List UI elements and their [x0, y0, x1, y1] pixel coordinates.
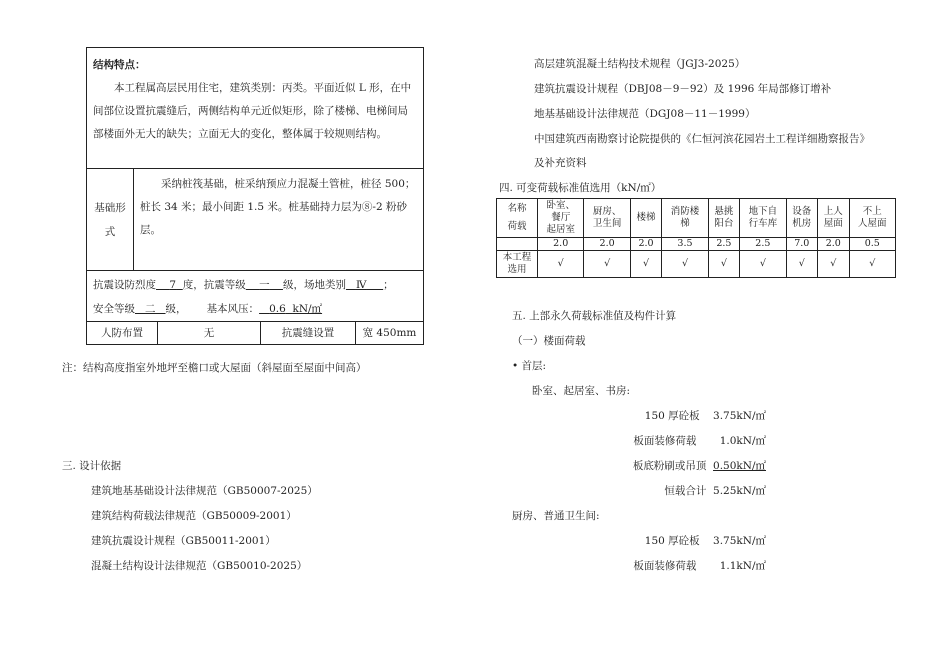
civil-defense-label: 人防布置 [87, 322, 158, 344]
check-mark: √ [662, 251, 708, 278]
features-text: 本工程属高层民用住宅，建筑类别：丙类。平面近似 L 形，在中间部位设置抗震缝后，两侧结构单元近似矩形，除了楼梯、电梯间局部楼面外无大的缺失；立面无大的变化，整体属于较规则结构。 [93, 82, 412, 140]
use-label: 本工程 选用 [497, 251, 538, 278]
header-corner: 名称 荷载 [497, 199, 538, 238]
reference-item: 地基基础设计法律规范（DGJ08－11－1999） [534, 108, 756, 120]
load-total-line: 恒载合计 5.25kN/㎡ [664, 485, 766, 497]
col-header: 设备 机房 [786, 199, 817, 238]
load-line: 板面装修荷载 1.1kN/㎡ [633, 560, 766, 572]
seismic-line-1 [93, 273, 417, 297]
safety-value: 二 [145, 303, 156, 315]
load-line: 150 厚砼板 3.75kN/㎡ [644, 410, 766, 422]
group2-title: 厨房、普通卫生间: [512, 510, 600, 522]
col-header: 上人 屋面 [818, 199, 849, 238]
live-load-table [496, 198, 896, 278]
col-header: 楼梯 [630, 199, 661, 238]
reference-item: 中国建筑西南勘察讨论院提供的《仁恒河滨花园岩土工程详细勘察报告》 [534, 133, 870, 145]
col-header: 卧室、 餐厅 起居室 [538, 199, 584, 238]
reference-item: 高层建筑混凝土结构技术规程（JGJ3-2025） [534, 58, 746, 70]
intensity-suffix: 度，抗震等级 [182, 279, 246, 291]
load-line: 150 厚砼板 3.75kN/㎡ [644, 535, 766, 547]
first-floor-label: • 首层: [512, 360, 547, 372]
wind-label: 基本风压： [206, 303, 260, 315]
foundation-label: 基础形式 [87, 169, 134, 270]
live-load-use-row [497, 251, 896, 278]
check-mark: √ [538, 251, 584, 278]
intensity-value: 7 [169, 279, 177, 291]
design-basis-title: 三. 设计依据 [62, 460, 122, 472]
design-basis-item: 建筑结构荷载法律规范（GB50009-2001） [91, 510, 297, 522]
foundation-text: 采纳桩筏基础，桩采纳预应力混凝土管桩，桩径 500；桩长 34 米；最小间距 1.5 米。桩基础持力层为⑧-2 粉砂层。 [140, 178, 416, 236]
design-basis-item: 建筑抗震设计规程（GB50011-2001） [91, 535, 276, 547]
live-load-title: 四. 可变荷载标准值选用（kN/㎡） [499, 182, 662, 194]
grade-suffix: 级，场地类别 [282, 279, 346, 291]
load-line: 板底粉刷或吊顶 0.50kN/㎡ [632, 460, 766, 472]
load-value: 7.0 [786, 238, 817, 251]
structure-note: 注：结构高度指室外地坪至檐口或大屋面（斜屋面至屋面中间高） [62, 362, 367, 374]
live-load-value-row [497, 238, 896, 251]
wind-value: 0.6 kN/㎡ [269, 303, 323, 315]
col-header: 厨房、 卫生间 [584, 199, 630, 238]
civil-defense-value: 无 [158, 322, 261, 344]
site-suffix: ； [383, 279, 394, 291]
check-mark: √ [584, 251, 630, 278]
grade-value: 一 [259, 279, 270, 291]
reference-item: 建筑抗震设计规程（DBJ08－9－92）及 1996 年局部修订增补 [534, 83, 832, 95]
check-mark: √ [849, 251, 896, 278]
bottom-row [87, 322, 423, 344]
col-header: 悬挑 阳台 [708, 199, 739, 238]
seismic-cell [87, 271, 423, 322]
load-value: 0.5 [849, 238, 896, 251]
site-value: Ⅳ [355, 279, 367, 291]
live-load-header-row [497, 199, 896, 238]
reference-item: 及补充资料 [534, 157, 587, 169]
check-mark: √ [630, 251, 661, 278]
seismic-line-2 [93, 297, 417, 321]
col-header: 不上 人屋面 [849, 199, 896, 238]
load-value: 2.0 [584, 238, 630, 251]
foundation-row [87, 169, 423, 271]
load-value: 2.5 [740, 238, 786, 251]
design-basis-item: 混凝土结构设计法律规范（GB50010-2025） [91, 560, 308, 572]
col-header: 地下自 行车库 [740, 199, 786, 238]
seismic-joint-label: 抗震缝设置 [261, 322, 356, 344]
check-mark: √ [740, 251, 786, 278]
seismic-joint-value: 宽 450mm [362, 327, 417, 339]
structure-table [86, 47, 424, 345]
load-value: 2.0 [538, 238, 584, 251]
check-mark: √ [818, 251, 849, 278]
load-value: 3.5 [662, 238, 708, 251]
permanent-load-title: 五. 上部永久荷载标准值及构件计算 [512, 310, 677, 322]
group1-title: 卧室、起居室、书房: [532, 385, 631, 397]
safety-label: 安全等级 [93, 303, 135, 315]
features-title: 结构特点： [93, 59, 146, 71]
load-line: 板面装修荷载 1.0kN/㎡ [633, 435, 766, 447]
col-header: 消防楼 梯 [662, 199, 708, 238]
floor-load-subtitle: （一）楼面荷载 [512, 335, 586, 347]
structure-features-cell [87, 48, 423, 169]
load-value: 2.0 [818, 238, 849, 251]
check-mark: √ [786, 251, 817, 278]
design-basis-item: 建筑地基基础设计法律规范（GB50007-2025） [91, 485, 318, 497]
load-value: 2.5 [708, 238, 739, 251]
safety-suffix: 级， [165, 303, 187, 315]
load-value: 2.0 [630, 238, 661, 251]
intensity-label: 抗震设防烈度 [93, 279, 156, 291]
value-row-label [497, 238, 538, 251]
check-mark: √ [708, 251, 739, 278]
